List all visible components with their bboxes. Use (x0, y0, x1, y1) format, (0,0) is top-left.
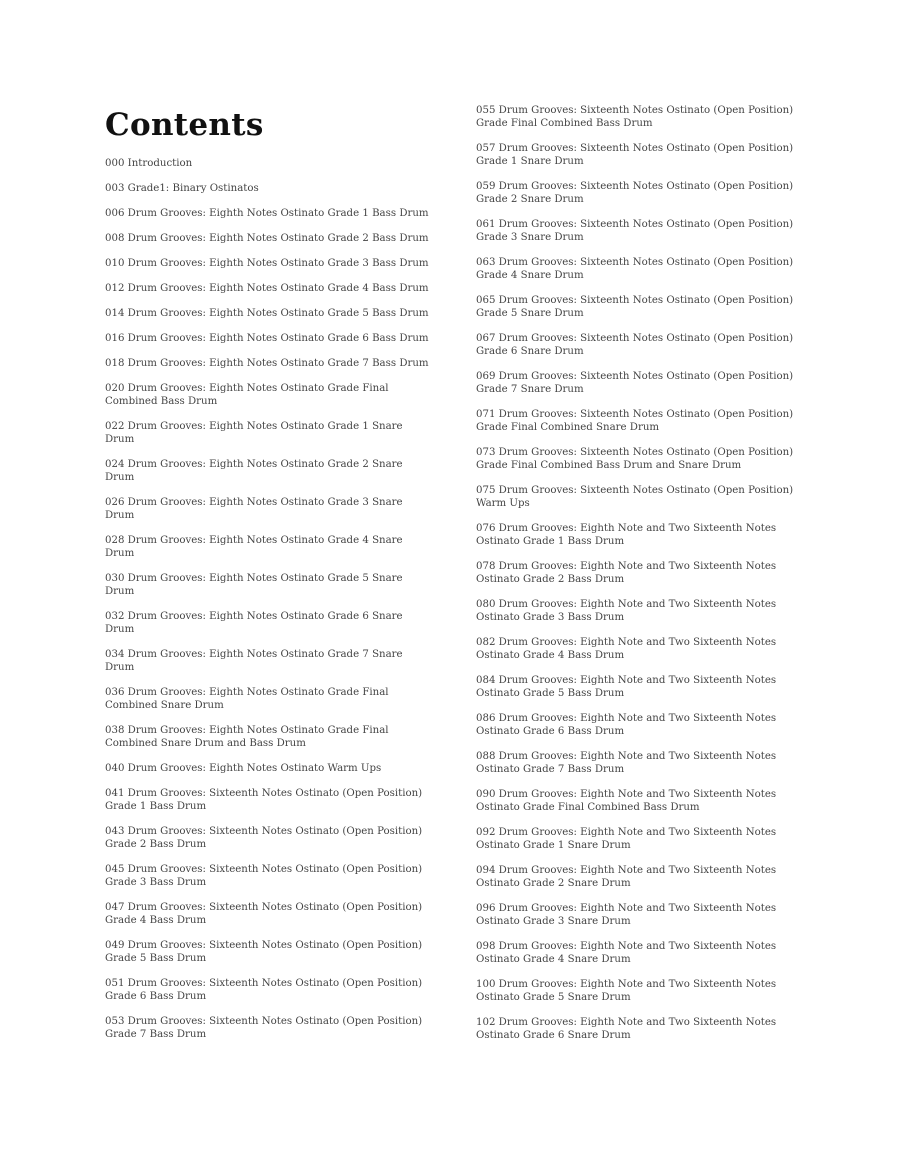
toc-entry: 071 Drum Grooves: Sixteenth Notes Ostinato (Open Position) Grade Final Combined Snare Drum (476, 409, 794, 433)
toc-entry: 034 Drum Grooves: Eighth Notes Ostinato Grade 7 Snare Drum (105, 649, 403, 673)
toc-entry: 078 Drum Grooves: Eighth Note and Two Sixteenth Notes Ostinato Grade 2 Bass Drum (476, 561, 777, 585)
toc-entry: 012 Drum Grooves: Eighth Notes Ostinato Grade 4 Bass Drum (105, 283, 429, 294)
toc-entry: 063 Drum Grooves: Sixteenth Notes Ostinato (Open Position) Grade 4 Snare Drum (476, 257, 794, 281)
toc-entry: 022 Drum Grooves: Eighth Notes Ostinato Grade 1 Snare Drum (105, 421, 403, 445)
toc-right-column (476, 104, 806, 1054)
toc-list-left (105, 157, 435, 1041)
toc-entry: 003 Grade1: Binary Ostinatos (105, 183, 259, 194)
toc-entry: 051 Drum Grooves: Sixteenth Notes Ostinato (Open Position) Grade 6 Bass Drum (105, 978, 423, 1002)
toc-list-right (476, 104, 806, 1042)
toc-entry: 061 Drum Grooves: Sixteenth Notes Ostinato (Open Position) Grade 3 Snare Drum (476, 219, 794, 243)
toc-entry: 026 Drum Grooves: Eighth Notes Ostinato Grade 3 Snare Drum (105, 497, 403, 521)
toc-entry: 082 Drum Grooves: Eighth Note and Two Sixteenth Notes Ostinato Grade 4 Bass Drum (476, 637, 777, 661)
toc-entry: 016 Drum Grooves: Eighth Notes Ostinato Grade 6 Bass Drum (105, 333, 429, 344)
toc-entry: 038 Drum Grooves: Eighth Notes Ostinato Grade Final Combined Snare Drum and Bass Drum (105, 725, 389, 749)
toc-entry: 057 Drum Grooves: Sixteenth Notes Ostinato (Open Position) Grade 1 Snare Drum (476, 143, 794, 167)
toc-entry: 059 Drum Grooves: Sixteenth Notes Ostinato (Open Position) Grade 2 Snare Drum (476, 181, 794, 205)
toc-entry: 090 Drum Grooves: Eighth Note and Two Sixteenth Notes Ostinato Grade Final Combined Bass Drum (476, 789, 777, 813)
toc-entry: 030 Drum Grooves: Eighth Notes Ostinato Grade 5 Snare Drum (105, 573, 403, 597)
toc-entry: 069 Drum Grooves: Sixteenth Notes Ostinato (Open Position) Grade 7 Snare Drum (476, 371, 794, 395)
toc-entry: 073 Drum Grooves: Sixteenth Notes Ostinato (Open Position) Grade Final Combined Bass Drum and Snare Drum (476, 447, 794, 471)
toc-entry: 045 Drum Grooves: Sixteenth Notes Ostinato (Open Position) Grade 3 Bass Drum (105, 864, 423, 888)
toc-entry: 049 Drum Grooves: Sixteenth Notes Ostinato (Open Position) Grade 5 Bass Drum (105, 940, 423, 964)
toc-entry: 084 Drum Grooves: Eighth Note and Two Sixteenth Notes Ostinato Grade 5 Bass Drum (476, 675, 777, 699)
toc-entry: 043 Drum Grooves: Sixteenth Notes Ostinato (Open Position) Grade 2 Bass Drum (105, 826, 423, 850)
toc-entry: 020 Drum Grooves: Eighth Notes Ostinato Grade Final Combined Bass Drum (105, 383, 389, 407)
toc-entry: 096 Drum Grooves: Eighth Note and Two Sixteenth Notes Ostinato Grade 3 Snare Drum (476, 903, 777, 927)
toc-left-column (105, 105, 435, 1053)
toc-entry: 041 Drum Grooves: Sixteenth Notes Ostinato (Open Position) Grade 1 Bass Drum (105, 788, 423, 812)
toc-entry: 018 Drum Grooves: Eighth Notes Ostinato Grade 7 Bass Drum (105, 358, 429, 369)
toc-entry: 010 Drum Grooves: Eighth Notes Ostinato Grade 3 Bass Drum (105, 258, 429, 269)
page-title: Contents (105, 107, 264, 143)
toc-entry: 065 Drum Grooves: Sixteenth Notes Ostinato (Open Position) Grade 5 Snare Drum (476, 295, 794, 319)
toc-entry: 032 Drum Grooves: Eighth Notes Ostinato Grade 6 Snare Drum (105, 611, 403, 635)
toc-entry: 067 Drum Grooves: Sixteenth Notes Ostinato (Open Position) Grade 6 Snare Drum (476, 333, 794, 357)
toc-entry: 098 Drum Grooves: Eighth Note and Two Sixteenth Notes Ostinato Grade 4 Snare Drum (476, 941, 777, 965)
toc-entry: 024 Drum Grooves: Eighth Notes Ostinato Grade 2 Snare Drum (105, 459, 403, 483)
toc-entry: 100 Drum Grooves: Eighth Note and Two Sixteenth Notes Ostinato Grade 5 Snare Drum (476, 979, 777, 1003)
toc-entry: 006 Drum Grooves: Eighth Notes Ostinato Grade 1 Bass Drum (105, 208, 429, 219)
toc-entry: 000 Introduction (105, 158, 193, 169)
toc-entry: 094 Drum Grooves: Eighth Note and Two Sixteenth Notes Ostinato Grade 2 Snare Drum (476, 865, 777, 889)
toc-entry: 102 Drum Grooves: Eighth Note and Two Sixteenth Notes Ostinato Grade 6 Snare Drum (476, 1017, 777, 1041)
toc-entry: 047 Drum Grooves: Sixteenth Notes Ostinato (Open Position) Grade 4 Bass Drum (105, 902, 423, 926)
toc-entry: 075 Drum Grooves: Sixteenth Notes Ostinato (Open Position) Warm Ups (476, 485, 794, 509)
toc-entry: 086 Drum Grooves: Eighth Note and Two Sixteenth Notes Ostinato Grade 6 Bass Drum (476, 713, 777, 737)
toc-entry: 092 Drum Grooves: Eighth Note and Two Sixteenth Notes Ostinato Grade 1 Snare Drum (476, 827, 777, 851)
toc-entry: 076 Drum Grooves: Eighth Note and Two Sixteenth Notes Ostinato Grade 1 Bass Drum (476, 523, 777, 547)
toc-entry: 036 Drum Grooves: Eighth Notes Ostinato Grade Final Combined Snare Drum (105, 687, 389, 711)
toc-entry: 088 Drum Grooves: Eighth Note and Two Sixteenth Notes Ostinato Grade 7 Bass Drum (476, 751, 777, 775)
toc-entry: 055 Drum Grooves: Sixteenth Notes Ostinato (Open Position) Grade Final Combined Bass Drum (476, 105, 794, 129)
toc-entry: 028 Drum Grooves: Eighth Notes Ostinato Grade 4 Snare Drum (105, 535, 403, 559)
toc-entry: 014 Drum Grooves: Eighth Notes Ostinato Grade 5 Bass Drum (105, 308, 429, 319)
toc-entry: 080 Drum Grooves: Eighth Note and Two Sixteenth Notes Ostinato Grade 3 Bass Drum (476, 599, 777, 623)
toc-entry: 053 Drum Grooves: Sixteenth Notes Ostinato (Open Position) Grade 7 Bass Drum (105, 1016, 423, 1040)
toc-entry: 040 Drum Grooves: Eighth Notes Ostinato Warm Ups (105, 763, 382, 774)
toc-entry: 008 Drum Grooves: Eighth Notes Ostinato Grade 2 Bass Drum (105, 233, 429, 244)
